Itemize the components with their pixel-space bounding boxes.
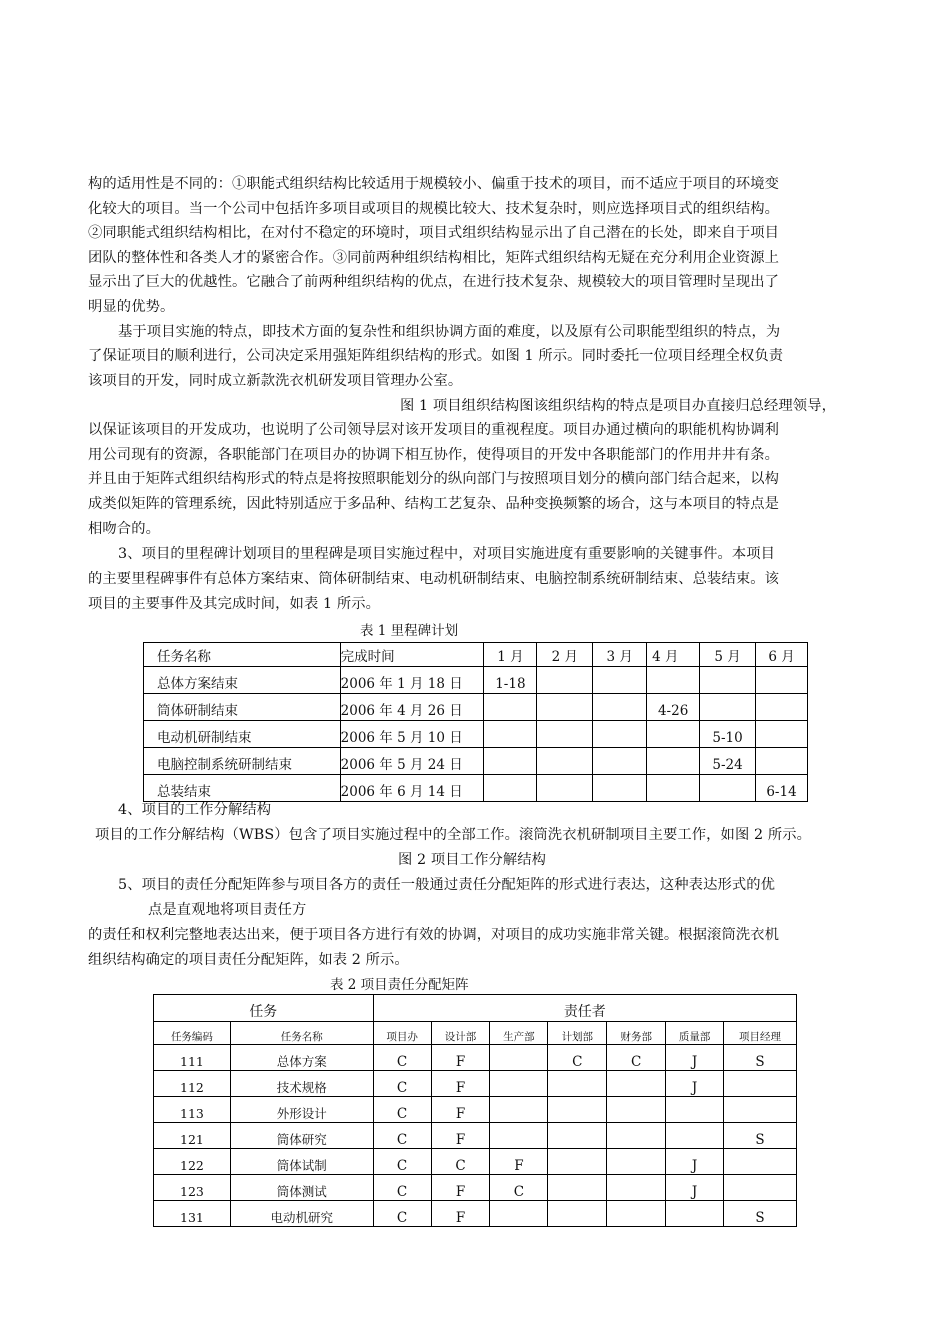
role-cell: C: [373, 1175, 431, 1201]
date-cell: 2006 年 1 月 18 日: [340, 667, 484, 694]
role-cell: [548, 1201, 607, 1227]
role-cell: J: [666, 1175, 724, 1201]
milestone-table: [143, 642, 808, 802]
month-cell: [756, 748, 808, 775]
role-cell: [724, 1175, 797, 1201]
month-cell: 5-10: [700, 721, 756, 748]
role-cell: C: [373, 1123, 431, 1149]
task-cell: 总装结束: [144, 775, 341, 802]
role-cell: [607, 1149, 666, 1175]
role-cell: F: [431, 1097, 490, 1123]
role-cell: [724, 1097, 797, 1123]
month-cell: 4-26: [647, 694, 700, 721]
month-cell: [537, 775, 593, 802]
table-row: [154, 1123, 797, 1149]
role-cell: C: [373, 1045, 431, 1071]
body-text-line: 了保证项目的顺利进行，公司决定采用强矩阵组织结构的形式。如图 1 所示。同时委托一位项目经理全权负责: [88, 348, 784, 364]
section-heading-line: 5、项目的责任分配矩阵参与项目各方的责任一般通过责任分配矩阵的形式进行表达，这种表达形式的优: [118, 877, 776, 893]
table-row: [144, 667, 808, 694]
month-cell: [537, 667, 593, 694]
role-cell: [724, 1071, 797, 1097]
role-cell: [548, 1097, 607, 1123]
body-text-line: 相吻合的。: [88, 521, 160, 537]
role-cell: C: [373, 1201, 431, 1227]
role-cell: S: [724, 1201, 797, 1227]
role-cell: [490, 1045, 548, 1071]
table-row: [154, 1097, 797, 1123]
body-text-line: 组织结构确定的项目责任分配矩阵，如表 2 所示。: [88, 952, 409, 968]
date-cell: 2006 年 5 月 10 日: [340, 721, 484, 748]
month-cell: 6-14: [756, 775, 808, 802]
header-cell: 项目经理: [724, 1022, 797, 1045]
body-text-line: 以保证该项目的开发成功，也说明了公司领导层对该开发项目的重视程度。项目办通过横向的职能机构协调利: [88, 422, 780, 438]
body-text-line: 项目的主要事件及其完成时间，如表 1 所示。: [88, 596, 381, 612]
header-cell: 1 月: [484, 643, 537, 667]
body-text-line: ②同职能式组织结构相比，在对付不稳定的环境时，项目式组织结构显示出了自己潜在的长处，即来自于项目: [88, 225, 780, 241]
role-cell: C: [431, 1149, 490, 1175]
role-cell: S: [724, 1123, 797, 1149]
month-cell: [756, 694, 808, 721]
role-cell: J: [666, 1045, 724, 1071]
month-cell: [537, 748, 593, 775]
month-cell: [647, 667, 700, 694]
month-cell: [647, 721, 700, 748]
table-row: [144, 748, 808, 775]
task-code-cell: 112: [154, 1071, 231, 1097]
role-cell: [607, 1097, 666, 1123]
role-cell: [666, 1201, 724, 1227]
date-cell: 2006 年 4 月 26 日: [340, 694, 484, 721]
role-cell: C: [548, 1045, 607, 1071]
table-row: [154, 1045, 797, 1071]
role-cell: C: [607, 1045, 666, 1071]
table2-caption: 表 2 项目责任分配矩阵: [330, 977, 469, 993]
header-cell: 4 月: [647, 643, 700, 667]
table-row: [144, 775, 808, 802]
task-name-cell: 筒体研究: [230, 1123, 373, 1149]
body-text-line: 用公司现有的资源，各职能部门在项目办的协调下相互协作，使得项目的开发中各职能部门的作用井井有条。: [88, 447, 780, 463]
task-cell: 筒体研制结束: [144, 694, 341, 721]
task-name-cell: 筒体试制: [230, 1149, 373, 1175]
body-text-line: 并且由于矩阵式组织结构形式的特点是将按照职能划分的纵向部门与按照项目划分的横向部门结合起来，以构: [88, 471, 780, 487]
task-code-cell: 123: [154, 1175, 231, 1201]
body-text-line: 基于项目实施的特点，即技术方面的复杂性和组织协调方面的难度，以及原有公司职能型组织的特点，为: [118, 324, 781, 340]
role-cell: J: [666, 1149, 724, 1175]
month-cell: [756, 667, 808, 694]
header-cell: 2 月: [537, 643, 593, 667]
body-text-line: 显示出了巨大的优越性。它融合了前两种组织结构的优点，在进行技术复杂、规模较大的项目管理时呈现出了: [88, 274, 780, 290]
header-cell: 设计部: [431, 1022, 490, 1045]
table-row: [154, 1201, 797, 1227]
month-cell: 5-24: [700, 748, 756, 775]
header-cell: 任务编码: [154, 1022, 231, 1045]
role-cell: [666, 1097, 724, 1123]
body-text-line: 化较大的项目。当一个公司中包括许多项目或项目的规模比较大、技术复杂时，则应选择项目式的组织结构。: [88, 201, 780, 217]
role-cell: J: [666, 1071, 724, 1097]
header-cell: 任务名称: [144, 643, 341, 667]
body-text-line: 构的适用性是不同的：①职能式组织结构比较适用于规模较小、偏重于技术的项目，而不适应于项目的环境变: [88, 176, 780, 192]
task-cell: 总体方案结束: [144, 667, 341, 694]
role-cell: [490, 1123, 548, 1149]
role-cell: [548, 1123, 607, 1149]
role-cell: [490, 1097, 548, 1123]
month-cell: [484, 775, 537, 802]
month-cell: [593, 721, 647, 748]
role-cell: [490, 1071, 548, 1097]
role-cell: C: [373, 1149, 431, 1175]
section-heading-line: 3、项目的里程碑计划项目的里程碑是项目实施过程中，对项目实施进度有重要影响的关键事件。本项目: [118, 546, 776, 562]
role-cell: [490, 1201, 548, 1227]
role-cell: [548, 1149, 607, 1175]
month-cell: [700, 667, 756, 694]
header-cell: 完成时间: [340, 643, 484, 667]
month-cell: [593, 667, 647, 694]
header-cell: 任务名称: [230, 1022, 373, 1045]
group-header-task: 任务: [154, 995, 374, 1022]
body-text-line: 团队的整体性和各类人才的紧密合作。③同前两种组织结构相比，矩阵式组织结构无疑在充分利用企业资源上: [88, 250, 780, 266]
body-text-line: 明显的优势。: [88, 299, 175, 315]
task-code-cell: 121: [154, 1123, 231, 1149]
body-text-line: 该项目的开发，同时成立新款洗衣机研发项目管理办公室。: [88, 373, 463, 389]
role-cell: F: [431, 1045, 490, 1071]
month-cell: [700, 775, 756, 802]
date-cell: 2006 年 6 月 14 日: [340, 775, 484, 802]
role-cell: F: [431, 1071, 490, 1097]
role-cell: S: [724, 1045, 797, 1071]
table-row: [154, 1149, 797, 1175]
task-name-cell: 技术规格: [230, 1071, 373, 1097]
body-text-line: 的主要里程碑事件有总体方案结束、筒体研制结束、电动机研制结束、电脑控制系统研制结束、总装结束。该: [88, 571, 780, 587]
table-row: [144, 721, 808, 748]
role-cell: [548, 1071, 607, 1097]
role-cell: C: [373, 1097, 431, 1123]
body-text-line: 点是直观地将项目责任方: [148, 902, 307, 918]
role-cell: C: [373, 1071, 431, 1097]
role-cell: [607, 1071, 666, 1097]
table1-caption: 表 1 里程碑计划: [360, 623, 459, 639]
month-cell: [700, 694, 756, 721]
month-cell: [593, 748, 647, 775]
month-cell: [537, 721, 593, 748]
role-cell: F: [490, 1149, 548, 1175]
role-cell: F: [431, 1175, 490, 1201]
figure-caption-inline: 图 1 项目组织结构图该组织结构的特点是项目办直接归总经理领导，: [400, 398, 836, 414]
date-cell: 2006 年 5 月 24 日: [340, 748, 484, 775]
task-cell: 电动机研制结束: [144, 721, 341, 748]
group-header-row: [154, 995, 797, 1022]
body-text-line: 成类似矩阵的管理系统，因此特别适应于多品种、结构工艺复杂、品种变换频繁的场合，这与本项目的特点是: [88, 496, 780, 512]
table-header-row: [154, 1022, 797, 1045]
section-heading-line: 4、项目的工作分解结构: [118, 802, 272, 818]
responsibility-matrix-table: [153, 994, 797, 1227]
table-row: [154, 1071, 797, 1097]
role-cell: [666, 1123, 724, 1149]
header-cell: 财务部: [607, 1022, 666, 1045]
header-cell: 项目办: [373, 1022, 431, 1045]
header-cell: 生产部: [490, 1022, 548, 1045]
month-cell: [647, 748, 700, 775]
role-cell: F: [431, 1201, 490, 1227]
table-row: [144, 694, 808, 721]
month-cell: [647, 775, 700, 802]
figure-caption: 图 2 项目工作分解结构: [398, 852, 547, 868]
task-code-cell: 111: [154, 1045, 231, 1071]
task-name-cell: 外形设计: [230, 1097, 373, 1123]
month-cell: [593, 775, 647, 802]
body-text-line: 项目的工作分解结构（WBS）包含了项目实施过程中的全部工作。滚筒洗衣机研制项目主要工作，如图 2 所示。: [95, 827, 812, 843]
role-cell: C: [490, 1175, 548, 1201]
task-name-cell: 电动机研究: [230, 1201, 373, 1227]
month-cell: [484, 748, 537, 775]
role-cell: [607, 1175, 666, 1201]
month-cell: 1-18: [484, 667, 537, 694]
header-cell: 计划部: [548, 1022, 607, 1045]
month-cell: [593, 694, 647, 721]
month-cell: [537, 694, 593, 721]
role-cell: [607, 1201, 666, 1227]
header-cell: 质量部: [666, 1022, 724, 1045]
task-code-cell: 131: [154, 1201, 231, 1227]
role-cell: F: [431, 1123, 490, 1149]
month-cell: [484, 721, 537, 748]
role-cell: [724, 1149, 797, 1175]
group-header-owner: 责任者: [373, 995, 796, 1022]
task-code-cell: 113: [154, 1097, 231, 1123]
role-cell: [548, 1175, 607, 1201]
month-cell: [484, 694, 537, 721]
task-cell: 电脑控制系统研制结束: [144, 748, 341, 775]
task-name-cell: 筒体测试: [230, 1175, 373, 1201]
task-code-cell: 122: [154, 1149, 231, 1175]
body-text-line: 的责任和权利完整地表达出来，便于项目各方进行有效的协调，对项目的成功实施非常关键。根据滚筒洗衣机: [88, 927, 780, 943]
role-cell: [607, 1123, 666, 1149]
task-name-cell: 总体方案: [230, 1045, 373, 1071]
month-cell: [756, 721, 808, 748]
table-header-row: [144, 643, 808, 667]
header-cell: 6 月: [756, 643, 808, 667]
header-cell: 5 月: [700, 643, 756, 667]
table-row: [154, 1175, 797, 1201]
header-cell: 3 月: [593, 643, 647, 667]
